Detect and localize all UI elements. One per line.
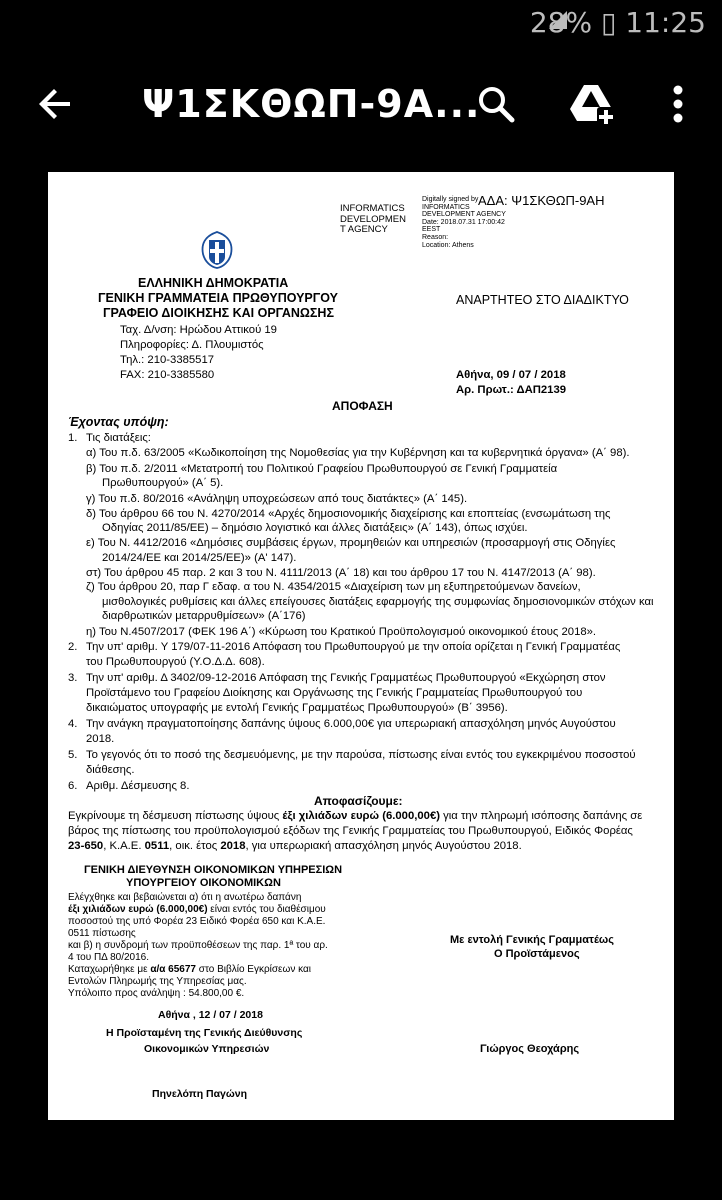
sub-item: η) Του Ν.4507/2017 (ΦΕΚ 196 Α΄) «Κύρωση του Κρατικού Προϋπολογισμού οικονομικού έτους 2018».	[86, 626, 597, 638]
finance-line	[68, 904, 326, 916]
signature-line: Reason:	[422, 233, 449, 241]
decision-title: ΑΠΟΦΑΣΗ	[332, 399, 393, 413]
bottom-area	[0, 1120, 722, 1200]
decide-amount: έξι χιλιάδων ευρώ (6.000,00€)	[282, 810, 440, 822]
item-text: Τις διατάξεις:	[86, 432, 151, 444]
finance-line: ποσοστού της υπό Φορέα 23 Ειδικό Φορέα 650 και Κ.Α.Ε.	[68, 916, 326, 927]
finance-line	[68, 964, 311, 976]
item-text: Την υπ' αριθμ. Υ 179/07-11-2016 Απόφαση του Πρωθυπουργού με την οποία ορίζεται η Γενική Γραμματέας	[86, 641, 621, 653]
item-number: 5.	[68, 749, 78, 761]
drive-add-icon	[569, 83, 615, 125]
search-button[interactable]	[470, 78, 522, 130]
decide-heading: Αποφασίζουμε:	[314, 794, 403, 808]
sub-item-cont: 2014/24/ΕΕ και 2014/25/ΕΕ)» (Α' 147).	[102, 552, 297, 564]
decide-text: , οικ. έτος	[169, 840, 221, 852]
order-line: Με εντολή Γενικής Γραμματέως	[450, 934, 614, 946]
finance-signatory: Πηνελόπη Παγώνη	[152, 1088, 248, 1100]
signature-line: Location: Athens	[422, 241, 474, 249]
decide-text: για την πληρωμή ισόποσης δαπάνης σε	[440, 810, 643, 822]
finance-entry-number: α/α 65677	[150, 964, 196, 975]
decide-body-code: 23-650	[68, 840, 104, 852]
decide-line: βάρος της πίστωσης του προϋπολογισμού εξόδων της Γενικής Γραμματείας του Πρωθυπουργού, Ειδικός Φορέας	[68, 825, 633, 837]
item-number: 3.	[68, 672, 78, 684]
decide-line	[68, 809, 642, 823]
item-text-cont: 2018.	[86, 733, 115, 745]
signer-org-line: INFORMATICS	[340, 203, 405, 214]
item-text: Την ανάγκη πραγματοποίησης δαπάνης ύψους 6.000,00€ για υπερωριακή απασχόληση μηνός Αυγούστου	[86, 718, 616, 730]
sub-item: γ) Του π.δ. 80/2016 «Ανάληψη υποχρεώσεων από τους διατάκτες» (Α΄ 145).	[86, 493, 468, 505]
finance-amount: έξι χιλιάδων ευρώ (6.000,00€)	[68, 904, 208, 915]
item-number: 1.	[68, 432, 78, 444]
sub-item-cont: Οδηγίας 2011/85/ΕΕ) – δημόσιο λογιστικό και άλλες διατάξεις» (Α΄ 143), όπως ισχύει.	[102, 522, 528, 534]
finance-title: ΓΕΝΙΚΗ ΔΙΕΥΘΥΝΣΗ ΟΙΚΟΝΟΜΙΚΩΝ ΥΠΗΡΕΣΙΩΝ	[84, 864, 343, 876]
finance-line: Εντολών Πληρωμής της Υπηρεσίας μας.	[68, 976, 247, 987]
signature-line: DEVELOPMENT AGENCY	[422, 211, 506, 219]
signature-line: EEST	[422, 226, 441, 234]
sub-item-cont: διαρθρωτικών μεταρρυθμίσεων» (Α΄176)	[102, 610, 306, 622]
sub-item: στ) Του άρθρου 45 παρ. 2 και 3 του Ν. 4111/2013 (Α΄ 18) και του άρθρου 17 του Ν. 4147/2013 (Α΄ 98).	[86, 567, 596, 579]
document-title: Ψ1ΣΚΘΩΠ-9Α...	[142, 82, 481, 126]
finance-head-title: Η Προϊσταμένη της Γενικής Διεύθυνσης	[106, 1027, 303, 1039]
signer-org	[340, 204, 406, 236]
protocol-number: Αρ. Πρωτ.: ΔΑΠ2139	[456, 384, 567, 396]
finance-line: 4 του ΠΔ 80/2016.	[68, 952, 150, 963]
considering-heading: Έχοντας υπόψη:	[68, 415, 169, 429]
signature-line: INFORMATICS	[422, 203, 470, 211]
item-number: 6.	[68, 780, 78, 792]
app-bar	[0, 44, 722, 164]
signature-line: Digitally signed by	[422, 196, 479, 203]
sub-item: ζ) Του άρθρου 20, παρ Γ εδαφ. α του Ν. 4354/2015 «Διαχείριση των μη εξυπηρετούμενων δανείων,	[86, 581, 581, 593]
battery-level: 28%	[529, 6, 593, 39]
contact-address: Ταχ. Δ/νση: Ηρώδου Αττικού 19	[120, 324, 277, 336]
order-line: Ο Προϊστάμενος	[494, 948, 580, 960]
back-button[interactable]	[32, 80, 80, 128]
finance-line: Ελέγχθηκε και βεβαιώνεται α) ότι η ανωτέρω δαπάνη	[68, 892, 302, 903]
finance-balance: Υπόλοιπο προς ανάληψη : 54.800,00 €.	[68, 988, 245, 999]
signer-org-line: T AGENCY	[340, 224, 388, 235]
decide-line	[68, 839, 522, 853]
finance-text: είναι εντός του διαθέσιμου	[207, 904, 326, 915]
finance-title: ΥΠΟΥΡΓΕΙΟΥ ΟΙΚΟΝΟΜΙΚΩΝ	[126, 877, 281, 889]
more-options-button[interactable]	[652, 78, 704, 130]
contact-fax: FAX: 210-3385580	[120, 369, 215, 381]
ada-code: ΑΔΑ: Ψ1ΣΚΘΩΠ-9ΑΗ	[478, 193, 605, 208]
date-line: Αθήνα, 09 / 07 / 2018	[456, 369, 566, 381]
item-text: Την υπ' αριθμ. Δ 3402/09-12-2016 Απόφαση της Γενικής Γραμματέως Πρωθυπουργού «Εκχώρηση στον	[86, 672, 606, 684]
item-text-cont: του Πρωθυπουργού (Υ.Ο.Δ.Δ. 608).	[86, 656, 265, 668]
item-text: Αριθμ. Δέσμευσης 8.	[86, 780, 190, 792]
finance-head-title: Οικονομικών Υπηρεσιών	[144, 1043, 270, 1055]
decide-kae: 0511	[144, 840, 170, 852]
header-republic: ΕΛΛΗΝΙΚΗ ΔΗΜΟΚΡΑΤΙΑ	[138, 276, 289, 290]
decide-text: , για υπερωριακή απασχόληση μηνός Αυγούστου 2018.	[245, 840, 522, 852]
signer-org-line: DEVELOPMEN	[340, 213, 406, 225]
greek-coat-of-arms-icon	[199, 230, 235, 270]
back-arrow-icon	[38, 86, 74, 122]
search-icon	[476, 84, 516, 124]
battery-icon: ▯	[600, 6, 617, 39]
finance-date: Αθήνα , 12 / 07 / 2018	[158, 1009, 263, 1021]
finance-line: 0511 πίστωσης	[68, 928, 136, 939]
add-to-drive-button[interactable]	[566, 78, 618, 130]
status-text	[530, 6, 706, 39]
clock: 11:25	[625, 6, 706, 39]
header-office: ΓΡΑΦΕΙΟ ΔΙΟΙΚΗΣΗΣ ΚΑΙ ΟΡΓΑΝΩΣΗΣ	[103, 306, 334, 320]
decide-text: Εγκρίνουμε τη δέσμευση πίστωσης ύψους	[68, 810, 283, 822]
document-page[interactable]	[48, 172, 674, 1120]
contact-info: Πληροφορίες: Δ. Πλουμιστός	[120, 339, 264, 351]
item-text-cont: διάθεσης.	[86, 764, 135, 776]
header-secretariat: ΓΕΝΙΚΗ ΓΡΑΜΜΑΤΕΙΑ ΠΡΩΘΥΠΟΥΡΓΟΥ	[98, 291, 338, 305]
finance-text: στο Βιβλίο Εγκρίσεων και	[196, 964, 311, 975]
sub-item: ε) Του Ν. 4412/2016 «Δημόσιες συμβάσεις έργων, προμηθειών και υπηρεσιών (προσαρμογή στις Οδηγίες	[86, 537, 616, 549]
sub-item: δ) Του άρθρου 66 του Ν. 4270/2014 «Αρχές δημοσιονομικής διαχείρισης και εποπτείας (ενσωμάτωση της	[86, 508, 611, 520]
sub-item-cont: μισθολογικές ρυθμίσεις και άλλες επείγουσες διατάξεις εφαρμογής της συμφωνίας δημοσιονομικών στόχων και	[102, 596, 654, 608]
decide-year: 2018	[220, 840, 246, 852]
item-text: Το γεγονός ότι το ποσό της δεσμευόμενης, με την παρούσα, πίστωσης είναι εντός του εγκεκριμένου ποσοστού	[86, 749, 636, 761]
item-number: 4.	[68, 718, 78, 730]
finance-text: Καταχωρήθηκε με	[68, 964, 151, 975]
contact-phone: Τηλ.: 210-3385517	[120, 354, 215, 366]
signature-line: Date: 2018.07.31 17:00:42	[422, 218, 505, 226]
post-online-label: ΑΝΑΡΤΗΤΕΟ ΣΤΟ ΔΙΑΔΙΚΤΥΟ	[456, 293, 629, 307]
sub-item-cont: Πρωθυπουργού» (Α΄ 5).	[102, 477, 224, 489]
status-bar	[0, 0, 722, 44]
order-signatory: Γιώργος Θεοχάρης	[480, 1043, 580, 1055]
sub-item: β) Του π.δ. 2/2011 «Μετατροπή του Πολιτικού Γραφείου Πρωθυπουργού σε Γενική Γραμματεία	[86, 463, 558, 475]
decide-text: , Κ.Α.Ε.	[103, 840, 145, 852]
item-text-cont: Προϊστάμενο του Γραφείου Διοίκησης και Οργάνωσης της Γενικής Γραμματείας Πρωθυπουργού του	[86, 687, 583, 699]
digital-signature	[422, 196, 506, 249]
more-vert-icon	[672, 84, 684, 124]
item-text-cont: δικαιώματος υπογραφής με εντολή Γενικής Γραμματέως Πρωθυπουργού» (Β΄ 3956).	[86, 702, 508, 714]
item-number: 2.	[68, 641, 78, 653]
sub-item: α) Του π.δ. 63/2005 «Κωδικοποίηση της Νομοθεσίας για την Κυβέρνηση και τα κυβερνητικά όργανα» (Α΄ 98).	[86, 447, 630, 459]
finance-line: και β) η συνδρομή των προϋποθέσεων της παρ. 1ª του αρ.	[68, 940, 328, 951]
